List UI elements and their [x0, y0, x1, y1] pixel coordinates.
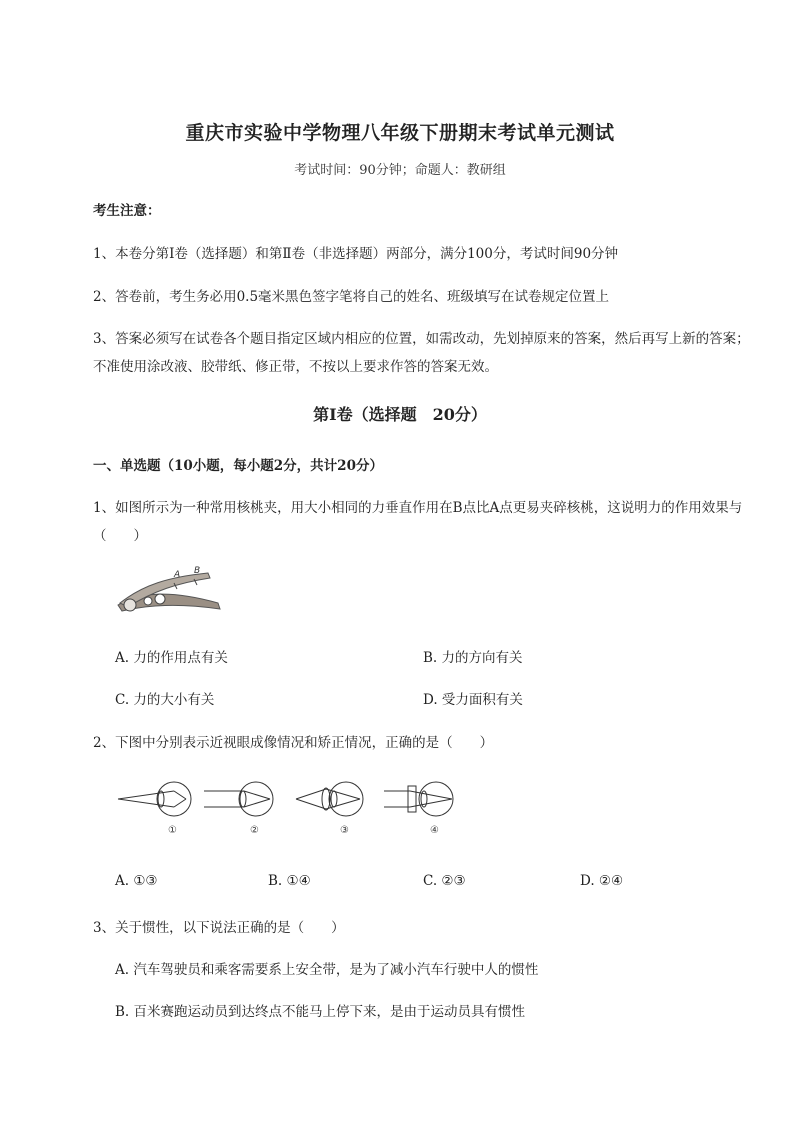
eye-diagram-4: [384, 782, 453, 836]
exam-info: 考试时间：90分钟；命题人：教研组: [294, 163, 506, 178]
eye-label-4: ④: [430, 825, 439, 836]
notes-heading: 考生注意：: [93, 203, 161, 219]
q2-option-d[interactable]: D. ②④: [580, 873, 624, 889]
eye-label-3: ③: [340, 825, 349, 836]
part-heading: 一、单选题（10小题，每小题2分，共计20分）: [93, 458, 383, 474]
question-2-stem: 2、下图中分别表示近视眼成像情况和矫正情况，正确的是（ ）: [93, 735, 494, 751]
label-a: A: [174, 570, 181, 580]
note-item-3: 3、答案必须写在试卷各个题目指定区域内相应的位置，如需改动，先划掉原来的答案，然后再写上新的答案；不准使用涂改液、胶带纸、修正带，不按以上要求作答的答案无效。: [93, 331, 750, 375]
note-item-2: 2、答卷前，考生务必用0.5毫米黑色签字笔将自己的姓名、班级填写在试卷规定位置上: [93, 289, 610, 305]
eye-diagram-1: [118, 782, 191, 836]
q1-option-a[interactable]: A. 力的作用点有关: [115, 650, 228, 666]
q2-option-a[interactable]: A. ①③: [115, 873, 158, 889]
label-b: B: [194, 566, 201, 576]
question-3-stem: 3、关于惯性，以下说法正确的是（ ）: [93, 920, 345, 936]
q1-option-d[interactable]: D. 受力面积有关: [423, 692, 523, 708]
eye-label-2: ②: [250, 825, 259, 836]
nutcracker-figure: [108, 563, 233, 625]
question-1-stem: 1、如图所示为一种常用核桃夹，用大小相同的力垂直作用在B点比A点更易夹碎核桃，这说明力的作用效果与（ ）: [93, 500, 743, 544]
q3-option-a[interactable]: A. 汽车驾驶员和乘客需要系上安全带，是为了减小汽车行驶中人的惯性: [115, 962, 539, 978]
eye-label-1: ①: [168, 825, 177, 836]
eye-diagram-2: [204, 782, 273, 836]
eye-diagram-3: [296, 782, 363, 836]
q1-option-b[interactable]: B. 力的方向有关: [423, 650, 523, 666]
section-title: 第I卷（选择题 20分）: [313, 405, 487, 424]
q1-option-c[interactable]: C. 力的大小有关: [115, 692, 215, 708]
page-title: 重庆市实验中学物理八年级下册期末考试单元测试: [185, 122, 615, 144]
q3-option-b[interactable]: B. 百米赛跑运动员到达终点不能马上停下来，是由于运动员具有惯性: [115, 1004, 526, 1020]
q2-option-b[interactable]: B. ①④: [268, 873, 311, 889]
q2-option-c[interactable]: C. ②③: [423, 873, 466, 889]
eye-diagrams: [110, 775, 480, 837]
note-item-1: 1、本卷分第I卷（选择题）和第Ⅱ卷（非选择题）两部分，满分100分，考试时间90分钟: [93, 246, 619, 262]
